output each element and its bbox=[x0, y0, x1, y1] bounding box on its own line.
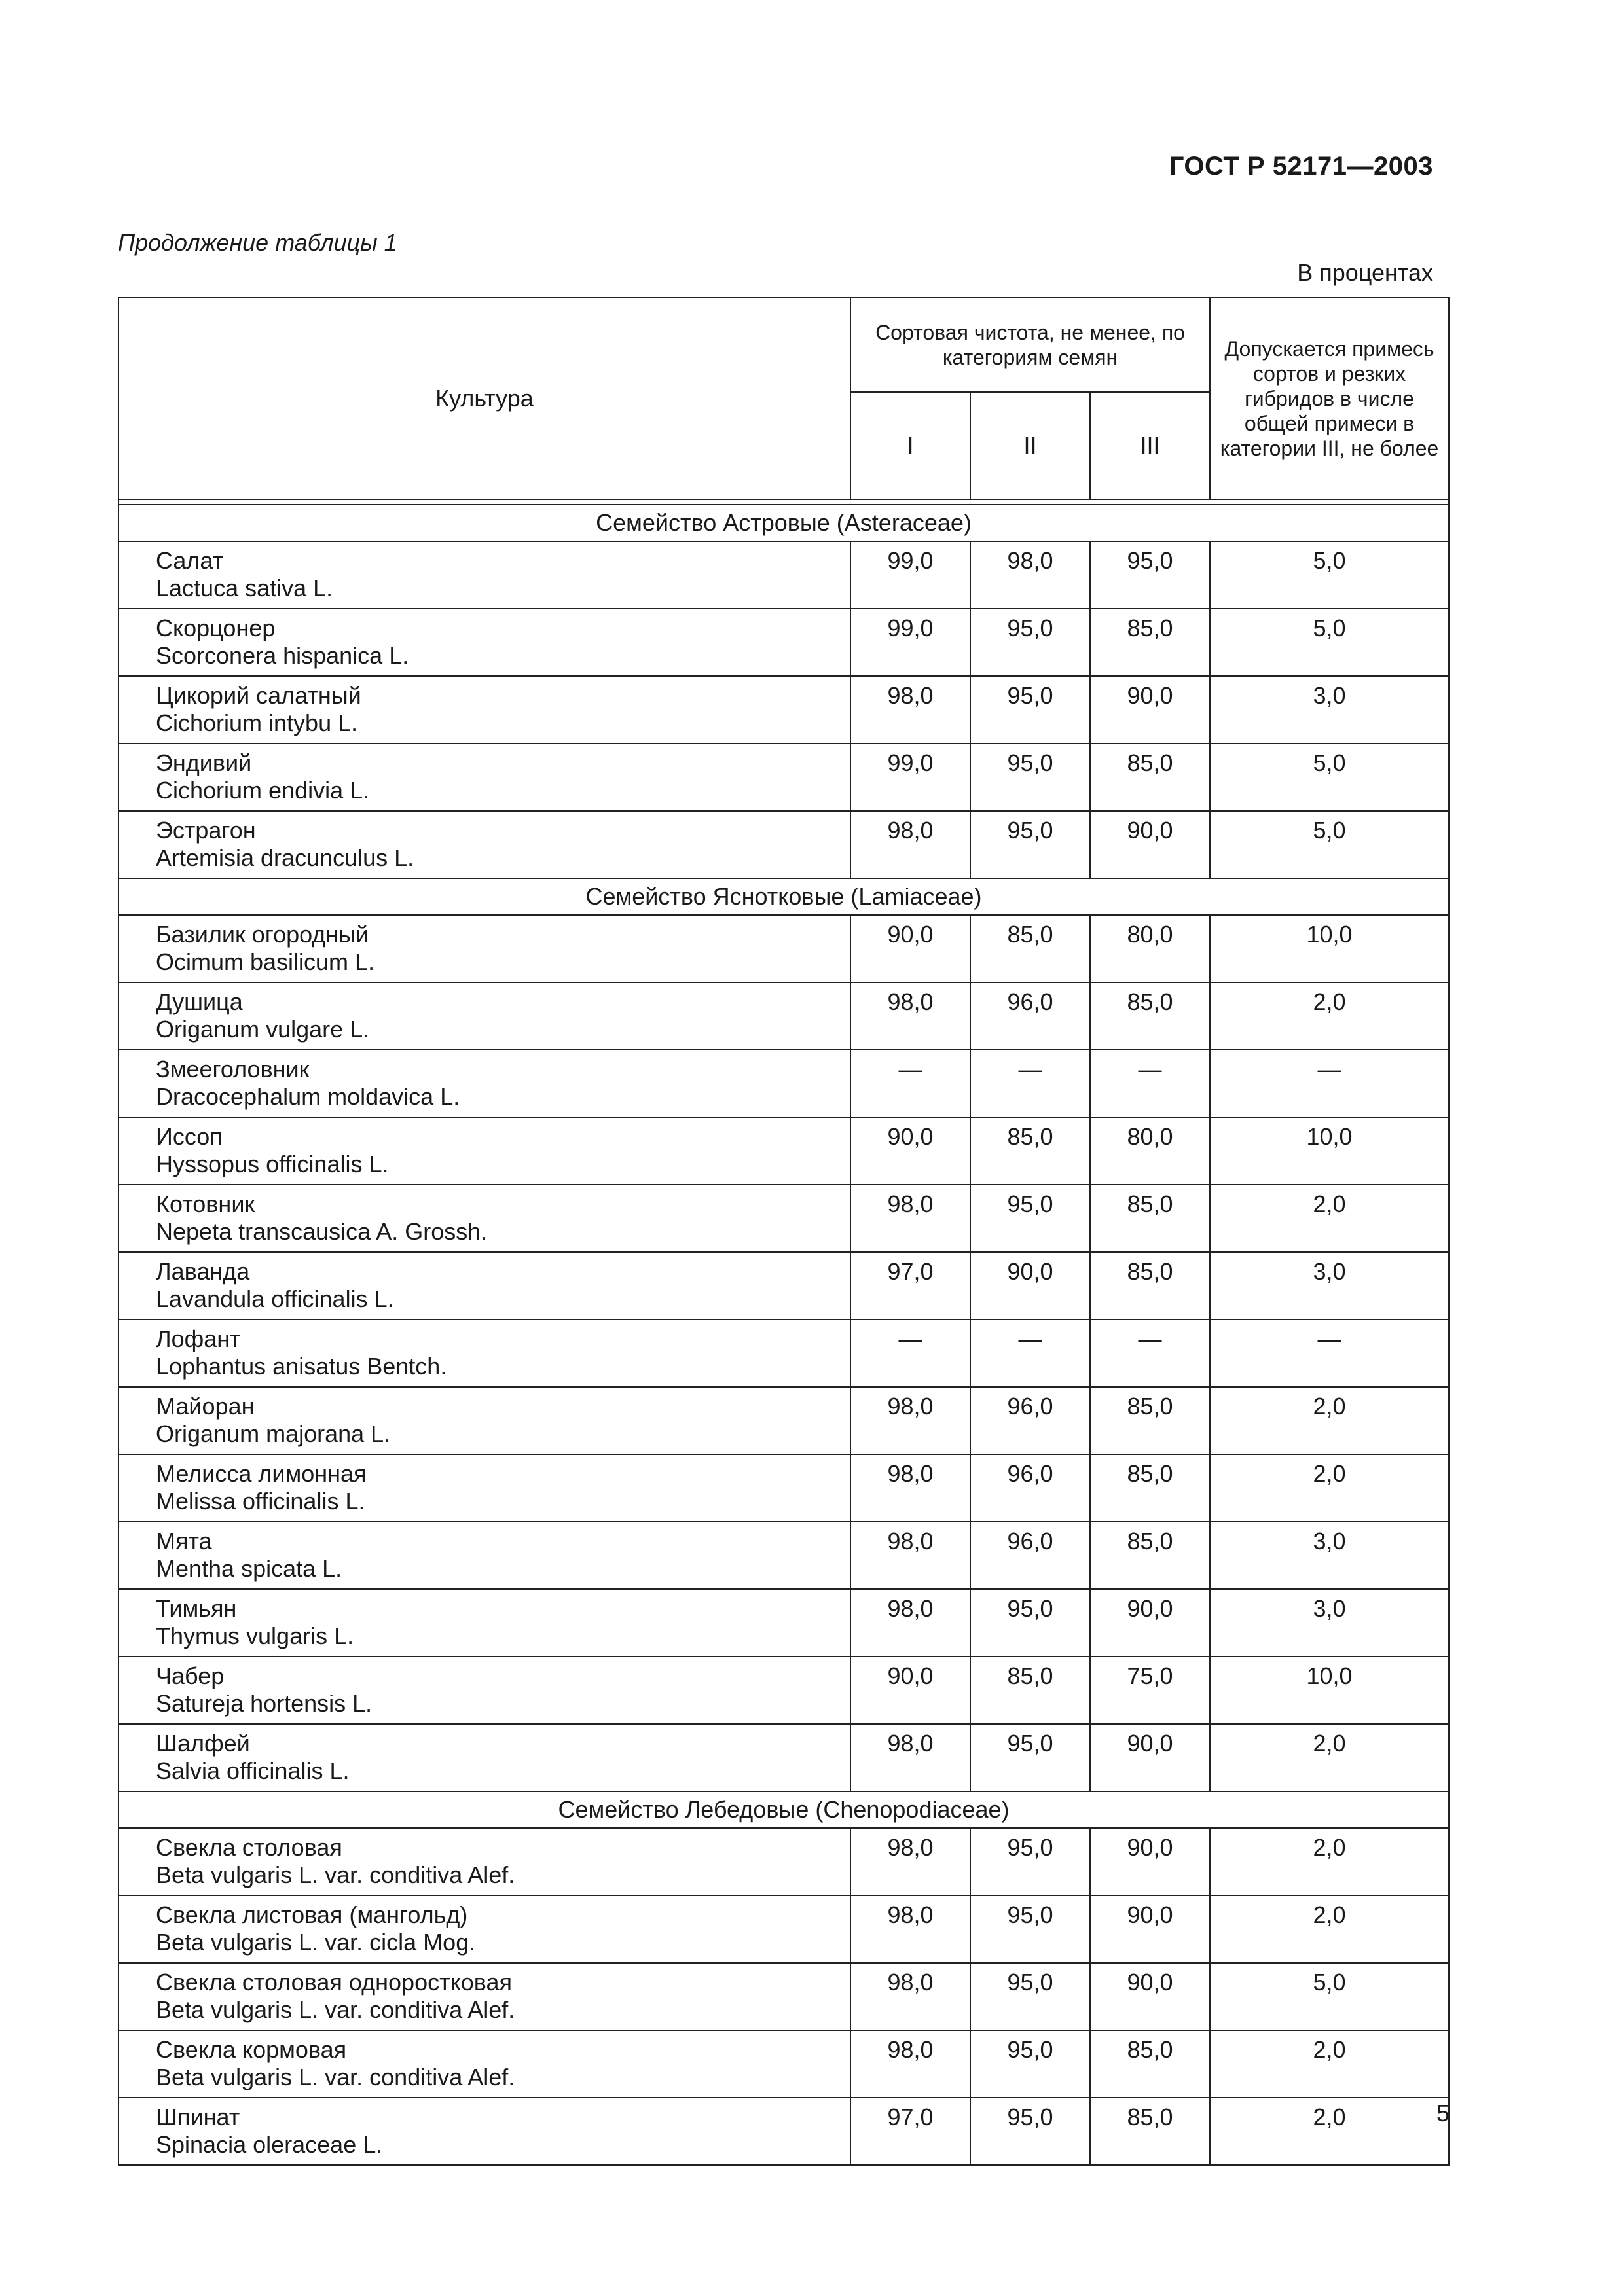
purity-cat-1-value: 99,0 bbox=[850, 609, 970, 676]
culture-name-latin: Mentha spicata L. bbox=[156, 1555, 342, 1582]
seed-purity-table bbox=[118, 297, 1450, 2166]
purity-cat-2-value: 85,0 bbox=[970, 915, 1090, 982]
purity-cat-2-value: 96,0 bbox=[970, 1522, 1090, 1589]
culture-cell bbox=[119, 811, 850, 878]
purity-cat-2-value: 95,0 bbox=[970, 811, 1090, 878]
table-row bbox=[119, 1589, 1449, 1657]
admixture-value: 10,0 bbox=[1210, 915, 1449, 982]
admixture-value: 2,0 bbox=[1210, 1185, 1449, 1252]
header-category-1: I bbox=[850, 392, 970, 499]
purity-cat-3-value: 85,0 bbox=[1090, 2030, 1210, 2098]
purity-cat-3-value: 85,0 bbox=[1090, 1185, 1210, 1252]
purity-cat-2-value: 95,0 bbox=[970, 2030, 1090, 2098]
purity-cat-2-value: 90,0 bbox=[970, 1252, 1090, 1319]
purity-cat-3-value: 80,0 bbox=[1090, 1117, 1210, 1185]
table-row bbox=[119, 915, 1449, 982]
purity-cat-2-value: 95,0 bbox=[970, 1895, 1090, 1963]
culture-cell bbox=[119, 982, 850, 1050]
admixture-value: 2,0 bbox=[1210, 1828, 1449, 1895]
culture-cell bbox=[119, 541, 850, 609]
purity-cat-3-value: 85,0 bbox=[1090, 744, 1210, 811]
purity-cat-2-value: 85,0 bbox=[970, 1117, 1090, 1185]
admixture-value: 10,0 bbox=[1210, 1117, 1449, 1185]
culture-name-ru: Цикорий салатный bbox=[156, 682, 361, 709]
culture-name-ru: Душица bbox=[156, 988, 243, 1015]
purity-cat-1-value: 97,0 bbox=[850, 1252, 970, 1319]
culture-name-latin: Scorconera hispanica L. bbox=[156, 642, 409, 669]
culture-cell bbox=[119, 1963, 850, 2030]
culture-name-latin: Ocimum basilicum L. bbox=[156, 948, 375, 975]
purity-cat-1-value: — bbox=[850, 1050, 970, 1117]
purity-cat-1-value: 98,0 bbox=[850, 1589, 970, 1657]
culture-name-ru: Свекла листовая (мангольд) bbox=[156, 1901, 468, 1928]
culture-name-latin: Lactuca sativa L. bbox=[156, 575, 333, 601]
culture-cell bbox=[119, 676, 850, 744]
culture-cell bbox=[119, 609, 850, 676]
purity-cat-1-value: 90,0 bbox=[850, 915, 970, 982]
culture-name-ru: Мелисса лимонная bbox=[156, 1460, 367, 1487]
table-row bbox=[119, 1724, 1449, 1791]
table-row bbox=[119, 1117, 1449, 1185]
purity-cat-2-value: 85,0 bbox=[970, 1657, 1090, 1724]
admixture-value: 5,0 bbox=[1210, 609, 1449, 676]
header-category-2: II bbox=[970, 392, 1090, 499]
purity-cat-3-value: 90,0 bbox=[1090, 1724, 1210, 1791]
purity-cat-2-value: 95,0 bbox=[970, 609, 1090, 676]
purity-cat-3-value: — bbox=[1090, 1050, 1210, 1117]
admixture-value: 2,0 bbox=[1210, 2098, 1449, 2165]
purity-cat-3-value: 85,0 bbox=[1090, 982, 1210, 1050]
culture-name-ru: Лаванда bbox=[156, 1258, 250, 1285]
table-row bbox=[119, 2030, 1449, 2098]
purity-cat-2-value: 96,0 bbox=[970, 1387, 1090, 1454]
purity-cat-3-value: 90,0 bbox=[1090, 1589, 1210, 1657]
table-row bbox=[119, 676, 1449, 744]
table-row bbox=[119, 1319, 1449, 1387]
admixture-value: 5,0 bbox=[1210, 811, 1449, 878]
culture-cell bbox=[119, 744, 850, 811]
culture-cell bbox=[119, 1657, 850, 1724]
purity-cat-2-value: 95,0 bbox=[970, 744, 1090, 811]
purity-cat-2-value: 95,0 bbox=[970, 1589, 1090, 1657]
culture-name-ru: Свекла кормовая bbox=[156, 2036, 347, 2063]
culture-name-ru: Котовник bbox=[156, 1191, 255, 1217]
purity-cat-2-value: 95,0 bbox=[970, 676, 1090, 744]
culture-cell bbox=[119, 1454, 850, 1522]
purity-cat-1-value: 98,0 bbox=[850, 1963, 970, 2030]
admixture-value: 10,0 bbox=[1210, 1657, 1449, 1724]
admixture-value: 2,0 bbox=[1210, 1454, 1449, 1522]
culture-cell bbox=[119, 1252, 850, 1319]
culture-cell bbox=[119, 1895, 850, 1963]
culture-cell bbox=[119, 1185, 850, 1252]
purity-cat-1-value: 98,0 bbox=[850, 1185, 970, 1252]
culture-name-ru: Салат bbox=[156, 547, 224, 574]
purity-cat-3-value: 75,0 bbox=[1090, 1657, 1210, 1724]
culture-name-latin: Cichorium intybu L. bbox=[156, 709, 358, 736]
culture-cell bbox=[119, 1117, 850, 1185]
culture-name-latin: Lavandula officinalis L. bbox=[156, 1285, 394, 1312]
culture-name-ru: Тимьян bbox=[156, 1595, 237, 1622]
family-row bbox=[119, 878, 1449, 915]
admixture-value: 2,0 bbox=[1210, 1895, 1449, 1963]
culture-name-latin: Origanum majorana L. bbox=[156, 1420, 391, 1447]
culture-name-latin: Artemisia dracunculus L. bbox=[156, 844, 414, 871]
culture-cell bbox=[119, 2098, 850, 2165]
culture-name-ru: Шпинат bbox=[156, 2104, 240, 2130]
table-row bbox=[119, 982, 1449, 1050]
header-admixture: Допускается примесь сортов и резких гибридов в числе общей примеси в категории III, не более bbox=[1210, 298, 1449, 499]
purity-cat-2-value: 96,0 bbox=[970, 982, 1090, 1050]
admixture-value: 5,0 bbox=[1210, 541, 1449, 609]
family-name: Семейство Лебедовые (Chenopodiaceae) bbox=[119, 1791, 1449, 1828]
purity-cat-1-value: 90,0 bbox=[850, 1657, 970, 1724]
culture-name-ru: Мята bbox=[156, 1528, 212, 1554]
culture-name-latin: Hyssopus officinalis L. bbox=[156, 1151, 389, 1177]
purity-cat-1-value: — bbox=[850, 1319, 970, 1387]
purity-cat-3-value: 90,0 bbox=[1090, 1895, 1210, 1963]
table-row bbox=[119, 1050, 1449, 1117]
table-row bbox=[119, 2098, 1449, 2165]
table-row bbox=[119, 1252, 1449, 1319]
culture-name-ru: Скорцонер bbox=[156, 615, 276, 641]
purity-cat-1-value: 98,0 bbox=[850, 1522, 970, 1589]
culture-cell bbox=[119, 2030, 850, 2098]
admixture-value: 5,0 bbox=[1210, 1963, 1449, 2030]
culture-name-latin: Cichorium endivia L. bbox=[156, 777, 370, 804]
culture-name-latin: Beta vulgaris L. var. conditiva Alef. bbox=[156, 1861, 515, 1888]
header-varietal-purity: Сортовая чистота, не менее, по категориям семян bbox=[850, 298, 1210, 392]
culture-name-ru: Чабер bbox=[156, 1662, 225, 1689]
table-row bbox=[119, 811, 1449, 878]
culture-name-latin: Thymus vulgaris L. bbox=[156, 1623, 354, 1649]
header-culture: Культура bbox=[119, 298, 850, 499]
purity-cat-2-value: 95,0 bbox=[970, 2098, 1090, 2165]
purity-cat-3-value: — bbox=[1090, 1319, 1210, 1387]
culture-name-ru: Лофант bbox=[156, 1325, 241, 1352]
culture-cell bbox=[119, 1387, 850, 1454]
admixture-value: 2,0 bbox=[1210, 1387, 1449, 1454]
table-row bbox=[119, 541, 1449, 609]
purity-cat-3-value: 85,0 bbox=[1090, 609, 1210, 676]
culture-name-ru: Шалфей bbox=[156, 1730, 250, 1757]
table-body bbox=[119, 499, 1449, 2165]
family-row bbox=[119, 1791, 1449, 1828]
purity-cat-1-value: 98,0 bbox=[850, 1724, 970, 1791]
admixture-value: 3,0 bbox=[1210, 1522, 1449, 1589]
purity-cat-1-value: 98,0 bbox=[850, 2030, 970, 2098]
purity-cat-3-value: 85,0 bbox=[1090, 1454, 1210, 1522]
admixture-value: 3,0 bbox=[1210, 676, 1449, 744]
culture-name-latin: Melissa officinalis L. bbox=[156, 1488, 365, 1515]
table-row bbox=[119, 1387, 1449, 1454]
table-continuation-caption: Продолжение таблицы 1 bbox=[118, 229, 397, 256]
purity-cat-3-value: 85,0 bbox=[1090, 1387, 1210, 1454]
culture-name-latin: Salvia officinalis L. bbox=[156, 1757, 350, 1784]
purity-cat-3-value: 85,0 bbox=[1090, 1522, 1210, 1589]
culture-name-latin: Beta vulgaris L. var. conditiva Alef. bbox=[156, 2064, 515, 2090]
purity-cat-3-value: 90,0 bbox=[1090, 811, 1210, 878]
family-name: Семейство Астровые (Asteraceae) bbox=[119, 505, 1449, 541]
table-row bbox=[119, 1657, 1449, 1724]
purity-cat-2-value: 95,0 bbox=[970, 1724, 1090, 1791]
culture-name-latin: Origanum vulgare L. bbox=[156, 1016, 370, 1043]
culture-name-latin: Spinacia oleraceae L. bbox=[156, 2131, 383, 2158]
admixture-value: — bbox=[1210, 1319, 1449, 1387]
table-row bbox=[119, 744, 1449, 811]
purity-cat-1-value: 97,0 bbox=[850, 2098, 970, 2165]
culture-cell bbox=[119, 1828, 850, 1895]
purity-cat-3-value: 85,0 bbox=[1090, 1252, 1210, 1319]
table-row bbox=[119, 1522, 1449, 1589]
purity-cat-2-value: — bbox=[970, 1050, 1090, 1117]
culture-name-ru: Свекла столовая bbox=[156, 1834, 342, 1861]
purity-cat-2-value: 96,0 bbox=[970, 1454, 1090, 1522]
header-separator bbox=[119, 499, 1449, 505]
purity-cat-2-value: — bbox=[970, 1319, 1090, 1387]
culture-name-ru: Эстрагон bbox=[156, 817, 256, 844]
culture-name-ru: Базилик огородный bbox=[156, 921, 369, 948]
culture-name-latin: Dracocephalum moldavica L. bbox=[156, 1083, 460, 1110]
family-name: Семейство Яснотковые (Lamiaceae) bbox=[119, 878, 1449, 915]
culture-name-latin: Beta vulgaris L. var. conditiva Alef. bbox=[156, 1996, 515, 2023]
culture-name-latin: Lophantus anisatus Bentch. bbox=[156, 1353, 447, 1380]
header-category-3: III bbox=[1090, 392, 1210, 499]
admixture-value: 2,0 bbox=[1210, 982, 1449, 1050]
culture-name-ru: Иссоп bbox=[156, 1123, 223, 1150]
purity-cat-1-value: 90,0 bbox=[850, 1117, 970, 1185]
culture-name-latin: Beta vulgaris L. var. cicla Mog. bbox=[156, 1929, 476, 1956]
purity-cat-3-value: 90,0 bbox=[1090, 1963, 1210, 2030]
culture-cell bbox=[119, 915, 850, 982]
table-row bbox=[119, 1828, 1449, 1895]
purity-cat-3-value: 90,0 bbox=[1090, 676, 1210, 744]
purity-cat-3-value: 90,0 bbox=[1090, 1828, 1210, 1895]
purity-cat-1-value: 98,0 bbox=[850, 1454, 970, 1522]
purity-cat-1-value: 98,0 bbox=[850, 982, 970, 1050]
table-row bbox=[119, 1454, 1449, 1522]
units-label: В процентах bbox=[1297, 259, 1433, 286]
admixture-value: 3,0 bbox=[1210, 1589, 1449, 1657]
table-row bbox=[119, 1963, 1449, 2030]
admixture-value: — bbox=[1210, 1050, 1449, 1117]
purity-cat-3-value: 85,0 bbox=[1090, 2098, 1210, 2165]
purity-cat-1-value: 99,0 bbox=[850, 541, 970, 609]
purity-cat-1-value: 99,0 bbox=[850, 744, 970, 811]
purity-cat-1-value: 98,0 bbox=[850, 1895, 970, 1963]
purity-cat-2-value: 95,0 bbox=[970, 1963, 1090, 2030]
culture-cell bbox=[119, 1589, 850, 1657]
culture-name-ru: Майоран bbox=[156, 1393, 255, 1420]
purity-cat-2-value: 95,0 bbox=[970, 1185, 1090, 1252]
purity-cat-1-value: 98,0 bbox=[850, 811, 970, 878]
culture-name-ru: Змееголовник bbox=[156, 1056, 310, 1083]
purity-cat-2-value: 98,0 bbox=[970, 541, 1090, 609]
table-row bbox=[119, 609, 1449, 676]
page-number: 5 bbox=[1436, 2100, 1450, 2126]
admixture-value: 2,0 bbox=[1210, 1724, 1449, 1791]
culture-name-ru: Свекла столовая одноростковая bbox=[156, 1969, 512, 1996]
admixture-value: 3,0 bbox=[1210, 1252, 1449, 1319]
purity-cat-3-value: 95,0 bbox=[1090, 541, 1210, 609]
culture-cell bbox=[119, 1724, 850, 1791]
document-id: ГОСТ Р 52171—2003 bbox=[1169, 152, 1433, 181]
purity-cat-3-value: 80,0 bbox=[1090, 915, 1210, 982]
purity-cat-2-value: 95,0 bbox=[970, 1828, 1090, 1895]
table-row bbox=[119, 1185, 1449, 1252]
culture-cell bbox=[119, 1522, 850, 1589]
purity-cat-1-value: 98,0 bbox=[850, 1387, 970, 1454]
culture-cell bbox=[119, 1050, 850, 1117]
table-row bbox=[119, 1895, 1449, 1963]
purity-cat-1-value: 98,0 bbox=[850, 1828, 970, 1895]
culture-name-ru: Эндивий bbox=[156, 749, 252, 776]
family-row bbox=[119, 505, 1449, 541]
culture-name-latin: Satureja hortensis L. bbox=[156, 1690, 373, 1717]
admixture-value: 2,0 bbox=[1210, 2030, 1449, 2098]
admixture-value: 5,0 bbox=[1210, 744, 1449, 811]
purity-cat-1-value: 98,0 bbox=[850, 676, 970, 744]
culture-cell bbox=[119, 1319, 850, 1387]
culture-name-latin: Nepeta transcausica A. Grossh. bbox=[156, 1218, 488, 1245]
